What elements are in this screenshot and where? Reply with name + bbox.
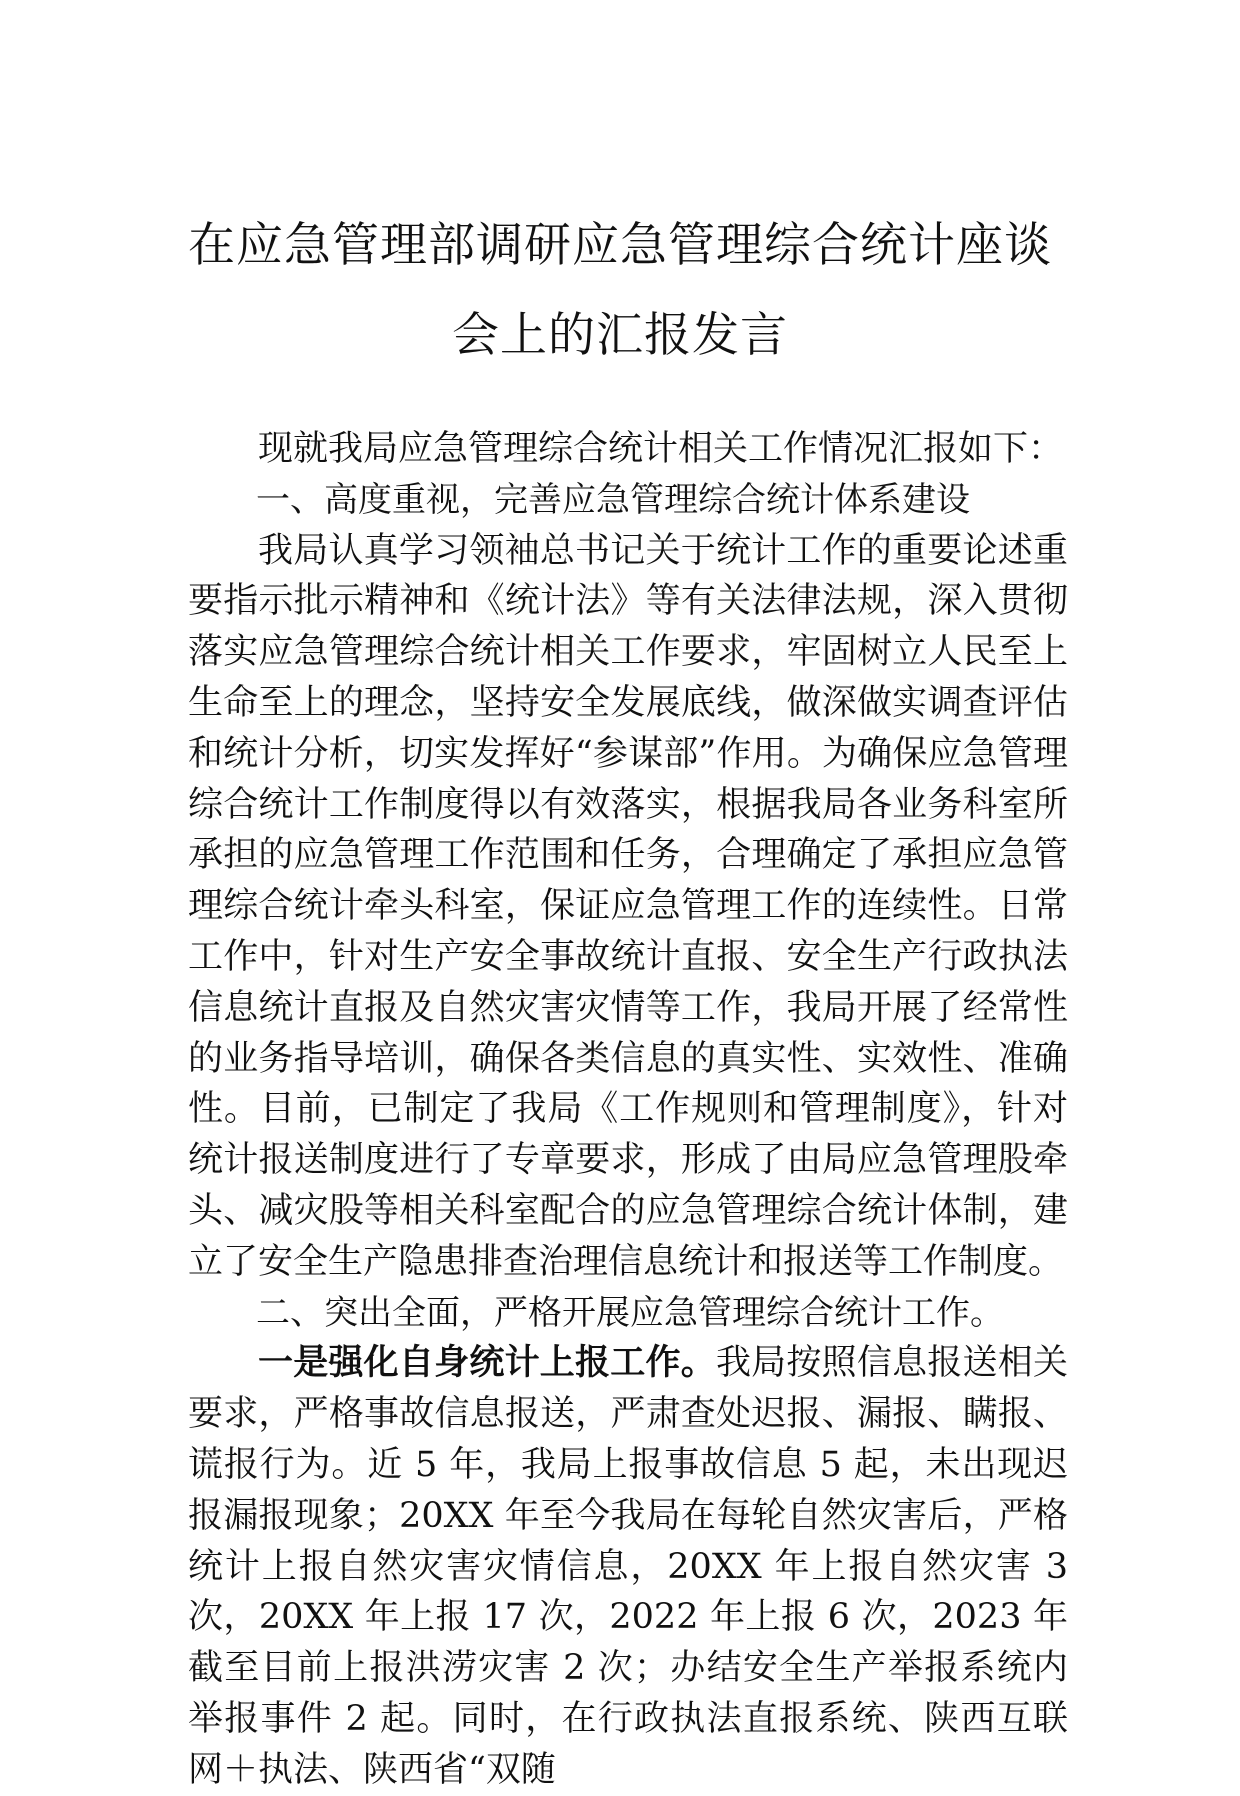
section-2-item-1-paragraph (188, 1338, 1068, 1795)
section-2-item-1-lead: 一是强化自身统计上报工作。 (258, 1343, 716, 1384)
document-title-line-2: 会上的汇报发言 (452, 308, 788, 363)
intro-paragraph: 现就我局应急管理综合统计相关工作情况汇报如下： (258, 429, 1064, 469)
section-2-heading: 二、突出全面，严格开展应急管理综合统计工作。 (256, 1292, 1004, 1333)
document-title-line-1: 在应急管理部调研应急管理综合统计座谈 (188, 218, 1052, 273)
section-1-paragraph: 我局认真学习领袖总书记关于统计工作的重要论述重要指示批示精神和《统计法》等有关法律法规，深入贯彻落实应急管理综合统计相关工作要求，牢固树立人民至上生命至上的理念，坚持安全发展底线，做深做实调查评估和统计分析，切实发挥好“参谋部”作用。为确保应急管理综合统计工作制度得以有效落实，根据我局各业务科室所承担的应急管理工作范围和任务，合理确定了承担应急管理综合统计牵头科室，保证应急管理工作的连续性。日常工作中，针对生产安全事故统计直报、安全生产行政执法信息统计直报及自然灾害灾情等工作，我局开展了经常性的业务指导培训，确保各类信息的真实性、实效性、准确性。目前，已制定了我局《工作规则和管理制度》，针对统计报送制度进行了专章要求，形成了由局应急管理股牵头、减灾股等相关科室配合的应急管理综合统计体制，建立了安全生产隐患排查治理信息统计和报送等工作制度。 (188, 530, 1068, 1282)
section-2-item-1-text: 我局按照信息报送相关要求，严格事故信息报送，严肃查处迟报、漏报、瞒报、谎报行为。近 5 年，我局上报事故信息 5 起，未出现迟报漏报现象；20XX 年至今我局在每轮自然灾害后，严格统计上报自然灾害灾情信息，20XX 年上报自然灾害 3 次，20XX 年上报 17 次，2022 年上报 6 次，2023 年截至目前上报洪涝灾害 2 次；办结安全生产举报系统内举报事件 2 起。同时，在行政执法直报系统、陕西互联网＋执法、陕西省“双随 (188, 1343, 1068, 1790)
document-body (188, 424, 1068, 1796)
section-1-heading: 一、高度重视，完善应急管理综合统计体系建设 (256, 479, 970, 520)
